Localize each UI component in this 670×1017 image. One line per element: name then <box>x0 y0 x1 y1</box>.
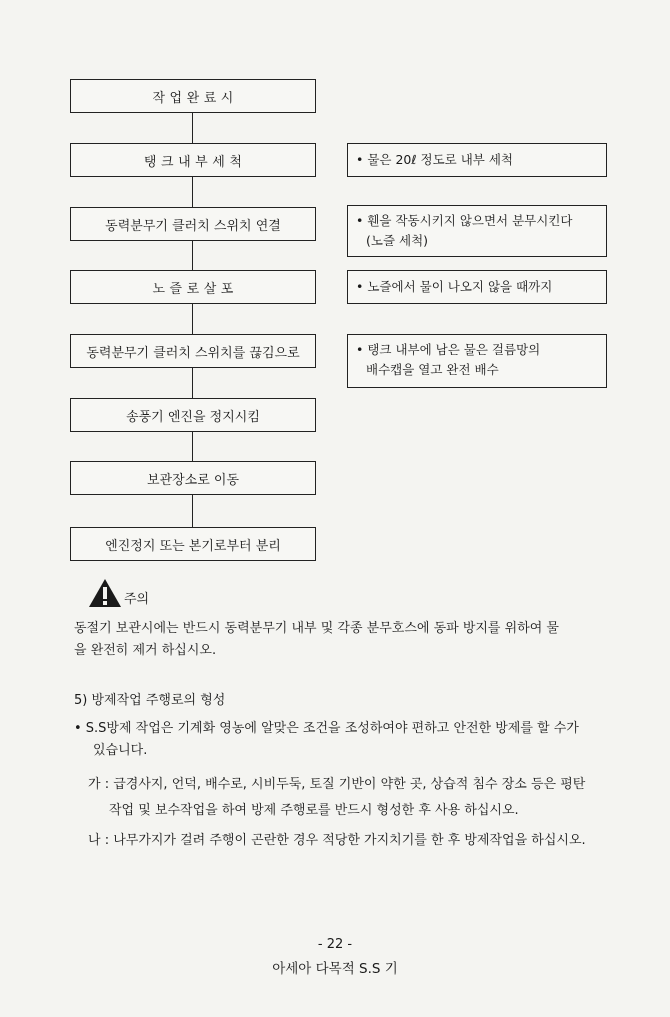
caution-line: 을 완전히 제거 하십시오. <box>74 643 217 658</box>
warning-icon <box>88 578 122 608</box>
flow-note-3 <box>347 270 607 304</box>
flow-step-2: 탱 크 내 부 세 척 <box>70 143 316 177</box>
flow-step-7: 보관장소로 이동 <box>70 461 316 495</box>
note-text: • 물은 20ℓ 정도로 내부 세척 <box>356 152 513 167</box>
flow-step-4: 노 즐 로 살 포 <box>70 270 316 304</box>
page-number: - 22 - <box>317 937 353 952</box>
caution-line: 동절기 보관시에는 반드시 동력분무기 내부 및 각종 분무호스에 동파 방지를 위하여 물 <box>74 621 559 636</box>
bullet-line: 있습니다. <box>93 743 148 758</box>
section-item-ga <box>88 774 628 822</box>
bullet-line: • S.S방제 작업은 기계화 영농에 알맞은 조건을 조성하여야 편하고 안전한 방제를 할 수가 <box>74 721 579 736</box>
flow-note-4 <box>347 334 607 388</box>
section-bullet <box>74 718 630 762</box>
flow-step-1: 작 업 완 료 시 <box>70 79 316 113</box>
section-item-na <box>88 830 628 852</box>
flow-note-2 <box>347 205 607 257</box>
note-text: • 노즐에서 물이 나오지 않을 때까지 <box>356 279 553 294</box>
note-text: 배수캡을 열고 완전 배수 <box>366 362 499 377</box>
flow-note-1 <box>347 143 607 177</box>
caution-label: 주의 <box>124 591 150 607</box>
note-text: • 휀을 작동시키지 않으면서 분무시킨다 <box>356 213 573 228</box>
flow-step-8: 엔진정지 또는 본기로부터 분리 <box>70 527 316 561</box>
flow-step-6: 송풍기 엔진을 정지시킴 <box>70 398 316 432</box>
note-text: • 탱크 내부에 남은 물은 걸름망의 <box>356 342 541 357</box>
note-text: (노즐 세척) <box>366 233 429 248</box>
caution-text <box>74 618 626 662</box>
item-line: 가 : 급경사지, 언덕, 배수로, 시비두둑, 토질 기반이 약한 곳, 상습적 침수 장소 등은 평탄 <box>88 777 586 792</box>
caution-block <box>88 578 149 608</box>
footer-title: 아세아 다목적 S.S 기 <box>272 961 398 977</box>
section-heading: 5) 방제작업 주행로의 형성 <box>74 693 226 708</box>
item-line: 작업 및 보수작업을 하여 방제 주행로를 반드시 형성한 후 사용 하십시오. <box>109 803 519 818</box>
flow-step-5: 동력분무기 클러치 스위치를 끊김으로 <box>70 334 316 368</box>
item-line: 나 : 나무가지가 걸려 주행이 곤란한 경우 적당한 가지치기를 한 후 방제작업을 하십시오. <box>88 833 586 848</box>
flow-step-3: 동력분무기 클러치 스위치 연결 <box>70 207 316 241</box>
